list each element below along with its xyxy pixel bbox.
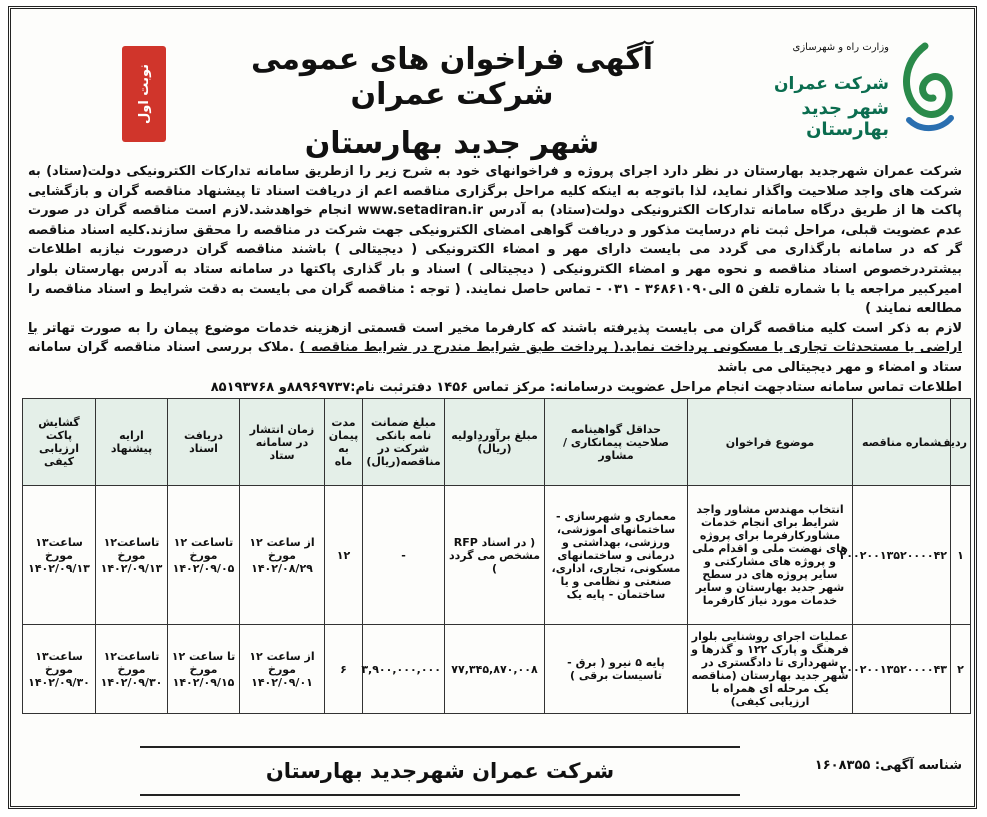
tender-table-wrapper xyxy=(22,398,970,714)
tender-table xyxy=(22,398,971,714)
header-certificate: حداقل گواهینامه صلاحیت پیمانکاری / مشاور xyxy=(545,399,688,486)
round-badge-label: نوبت اول xyxy=(136,63,152,125)
cell-estimate: ( در اسناد RFP مشخص می گردد ) xyxy=(445,486,545,625)
round-badge xyxy=(122,46,166,142)
page-title xyxy=(202,38,702,161)
table-row xyxy=(23,486,971,625)
company-logo-icon xyxy=(895,42,955,134)
cell-duration: ۶ xyxy=(325,625,363,714)
logo-company: شرکت عمران xyxy=(773,74,889,94)
header-row-number: ردیف xyxy=(951,399,971,486)
cell-receive-documents: تا ساعت ۱۲ مورخ ۱۴۰۲/۰۹/۱۵ xyxy=(168,625,240,714)
cell-guarantee: ۳,۹۰۰,۰۰۰,۰۰۰ xyxy=(363,625,445,714)
cell-subject: انتخاب مهندس مشاور واجد شرایط برای انجام خدمات مشاورکارفرما برای پروژه های نهضت ملی و اقدام ملی و پروژه های مشارکتی و سایر پروژه های در سطح شهر جدید بهارستان و سایر خدمات مورد نیاز کارفرما xyxy=(688,486,853,625)
ad-id: شناسه آگهی: ۱۶۰۸۳۵۵ xyxy=(814,758,962,773)
header xyxy=(12,10,975,161)
company-logo xyxy=(733,24,963,144)
header-estimate: مبلغ برآوردِاولیه (ریال) xyxy=(445,399,545,486)
cell-tender-number: ۲۰۰۲۰۰۱۳۵۲۰۰۰۰۴۳ xyxy=(853,625,951,714)
header-publish-time: زمان انتشار در سامانه ستاد xyxy=(240,399,325,486)
table-header-row xyxy=(23,399,971,486)
logo-city: شهر جدید بهارستان xyxy=(801,98,889,140)
body-paragraph-2 xyxy=(28,319,962,378)
cell-submit-offer: تاساعت۱۲ مورخ ۱۴۰۲/۰۹/۳۰ xyxy=(96,625,168,714)
cell-row-number: ۱ xyxy=(951,486,971,625)
header-tender-number: شماره مناقصه xyxy=(853,399,951,486)
footer-company: شرکت عمران شهرجدید بهارستان xyxy=(140,746,740,796)
header-submit-offer: ارایه پیشنهاد xyxy=(96,399,168,486)
header-subject: موضوع فراخوان xyxy=(688,399,853,486)
cell-publish-time: از ساعت ۱۲ مورخ ۱۴۰۲/۰۹/۰۱ xyxy=(240,625,325,714)
cell-certificate: پایه ۵ نیرو ( برق - تاسیسات برقی ) xyxy=(545,625,688,714)
announcement-body xyxy=(28,162,962,397)
cell-receive-documents: تاساعت ۱۲ مورخ ۱۴۰۲/۰۹/۰۵ xyxy=(168,486,240,625)
cell-row-number: ۲ xyxy=(951,625,971,714)
title-line-1: آگهی فراخوان های عمومی شرکت عمران xyxy=(250,42,654,112)
cell-opening: ساعت۱۳ مورخ ۱۴۰۲/۰۹/۱۳ xyxy=(23,486,96,625)
cell-duration: ۱۲ xyxy=(325,486,363,625)
body-paragraph-2-end: .ملاک بررسی اسناد مناقصه گران سامانه ستاد و امضاء و مهر دیجیتالی می باشد xyxy=(28,340,962,375)
cell-guarantee: - xyxy=(363,486,445,625)
body-paragraph-1: شرکت عمران شهرجدید بهارستان در نظر دارد اجرای پروژه و فراخوانهای خود به شرح زیر را ازطریق سامانه تدارکات الکترونیکی دولت(ستاد) به شرکت های واجد صلاحیت واگذار نماید، لذا باتوجه به اینکه کلیه مراحل برگزاری مناقصه اعم از دریافت اسناد تا پیشنهاد مناقصه گران و بازگشایی پاکت ها از طریق درگاه سامانه تدارکات الکترونیکی دولت(ستاد) به آدرس www.setadiran.ir انجام خواهدشد.لازم است مناقصه گران در صورت عدم عضویت قبلی، مراحل ثبت نام درسایت مذکور و دریافت گواهی امضای الکترونیکی جهت شرکت در مناقصه را محقق سازند.کلیه اسناد مناقصه گر که در سامانه بارگذاری می گردد می بایست دارای مهر و امضاء الکترونیکی ( دیجیتالی ) باشند مناقصه گران درصورت نیازبه اطلاعات بیشتردرخصوص اسناد مناقصه و نحوه مهر و امضاء الکترونیکی ( دیجیتالی ) اسناد و بار گذاری پاکتها در سامانه ستاد به آدرس بهارستان بلوار امیرکبیر مراجعه یا با شماره تلفن ۵ الی۳۶۸۶۱۰۹۰ - ۰۳۱ - تماس حاصل نمایند. ( توجه : مناقصه گران می بایست به دقت شرایط و اسناد مناقصه را مطالعه نمایند ) xyxy=(28,164,963,317)
header-guarantee: مبلغ ضمانت نامه بانکی شرکت در مناقصه(ریال) xyxy=(363,399,445,486)
header-receive-documents: دریافت اسناد xyxy=(168,399,240,486)
title-line-2: شهر جدید بهارستان xyxy=(304,126,600,161)
header-duration: مدت پیمان به ماه xyxy=(325,399,363,486)
cell-estimate: ۷۷,۳۴۵,۸۷۰,۰۰۸ xyxy=(445,625,545,714)
cell-submit-offer: تاساعت۱۲ مورخ ۱۴۰۲/۰۹/۱۳ xyxy=(96,486,168,625)
body-paragraph-2-start: لازم به ذکر است کلیه مناقصه گران می بایست پذیرفته باشند که کارفرما مخیر است قسمتی ازهزینه خدمات موضوع پیمان را به صورت تهاتر xyxy=(37,320,962,336)
logo-ministry: وزارت راه و شهرسازی xyxy=(792,42,889,53)
contact-info: اطلاعات تماس سامانه ستادجهت انجام مراحل عضویت درسامانه: مرکز تماس ۱۴۵۶ دفترثبت نام:۸۸۹۶۹۷۳۷و ۸۵۱۹۳۷۶۸ xyxy=(210,379,962,395)
table-row xyxy=(23,625,971,714)
cell-opening: ساعت۱۳ مورخ ۱۴۰۲/۰۹/۳۰ xyxy=(23,625,96,714)
cell-subject: عملیات اجرای روشنایی بلوار فرهنگ و پارک ۱۲۲ و گذرها و شهرداری تا دادگستری در شهر جدید بهارستان (مناقصه یک مرحله ای همراه با ارزیابی کیفی) xyxy=(688,625,853,714)
body-paragraph-2-underlined: با اراضی یا مستحدثات تجاری یا مسکونی پرداخت نماید.( پرداخت طبق شرایط مندرج در شرایط مناقصه ) xyxy=(28,320,962,356)
cell-publish-time: از ساعت ۱۲ مورخ ۱۴۰۲/۰۸/۲۹ xyxy=(240,486,325,625)
cell-tender-number: ۲۰۰۲۰۰۱۳۵۲۰۰۰۰۴۲ xyxy=(853,486,951,625)
cell-certificate: معماری و شهرسازی - ساختمانهای اموزشی، ورزشی، بهداشتی و درمانی و ساختمانهای مسکونی، تجاری، اداری، صنعتی و نظامی و یا ساختمان - پایه یک xyxy=(545,486,688,625)
footer xyxy=(22,744,970,796)
header-opening: گشایش پاکت ارزیابی کیفی xyxy=(23,399,96,486)
